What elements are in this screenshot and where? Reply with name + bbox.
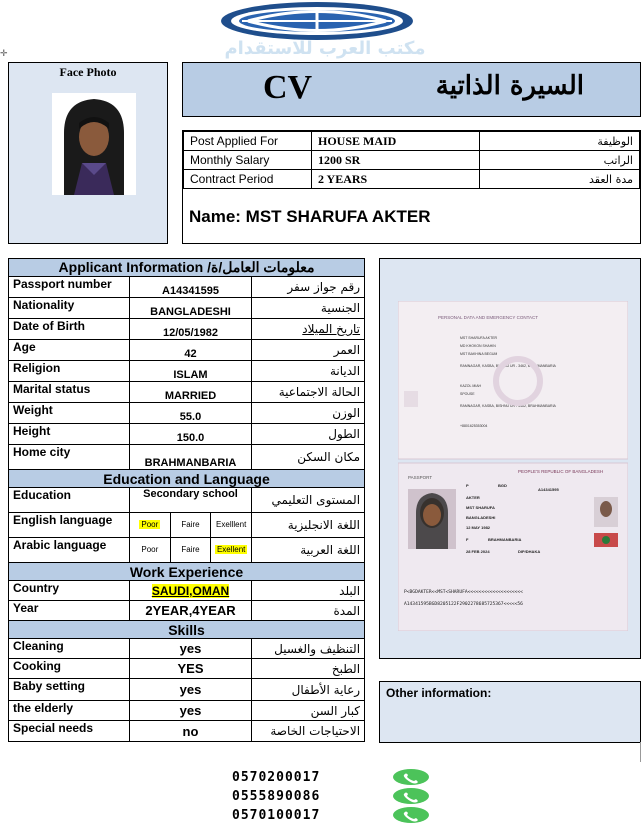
passport-number-label-ar: رقم جواز سفر [252, 277, 365, 298]
age-label: Age [9, 340, 130, 361]
arabic-level-poor: Poor [141, 545, 159, 554]
english-level-selector [130, 513, 252, 538]
scan-field: +8801625353004 [460, 424, 488, 428]
face-photo-panel [8, 62, 168, 244]
job-details-table [183, 131, 640, 189]
cleaning-value: yes [130, 639, 252, 659]
weight-value: 55.0 [130, 403, 252, 424]
table-row [9, 581, 365, 601]
arabic-language-label: Arabic language [9, 538, 130, 563]
contract-label: Contract Period [184, 170, 312, 189]
elderly-label: the elderly [9, 701, 130, 721]
whatsapp-icon[interactable] [392, 768, 430, 786]
contact-item[interactable] [232, 768, 452, 787]
scan-field: RAMNAGAR, KASBA, BISHNU UR - 3462, BRAHMANBARIA [460, 404, 556, 408]
english-level-poor: Poor [141, 520, 159, 529]
year-label-ar: المدة [252, 601, 365, 621]
religion-value: ISLAM [130, 361, 252, 382]
dob-label: Date of Birth [9, 319, 130, 340]
whatsapp-icon[interactable] [392, 806, 430, 824]
country-value: SAUDI,OMAN [151, 583, 230, 598]
other-information-panel [379, 681, 641, 743]
cleaning-label-ar: التنظيف والغسيل [252, 639, 365, 659]
scan-nationality: BANGLADESHI [466, 515, 496, 520]
special-needs-label-ar: الاحتياجات الخاصة [252, 721, 365, 742]
applicant-info-table [8, 258, 365, 742]
table-row [9, 538, 365, 563]
weight-label-ar: الوزن [252, 403, 365, 424]
baby-setting-value: yes [130, 679, 252, 701]
baby-setting-label-ar: رعاية الأطفال [252, 679, 365, 701]
section-header [9, 470, 365, 488]
table-row [9, 361, 365, 382]
scan-birth-date: 12 MAY 1982 [466, 525, 491, 530]
table-row [184, 151, 640, 170]
work-heading: Work Experience [9, 563, 365, 581]
country-label: Country [9, 581, 130, 601]
education-heading: Education and Language [9, 470, 365, 488]
scan-top-title: PERSONAL DATA AND EMERGENCY CONTACT [438, 315, 539, 320]
section-header [9, 563, 365, 581]
dob-label-ar: تاريخ الميلاد [252, 319, 365, 340]
section-header [9, 621, 365, 639]
country-value-cell [130, 581, 252, 601]
elderly-label-ar: كبار السن [252, 701, 365, 721]
section-header [9, 259, 365, 277]
dob-value: 12/05/1982 [130, 319, 252, 340]
marital-status-value: MARRIED [130, 382, 252, 403]
scan-sex: F [466, 537, 469, 542]
post-value: HOUSE MAID [312, 132, 480, 151]
table-row [9, 488, 365, 513]
table-row [184, 170, 640, 189]
salary-label-ar: الراتب [480, 151, 640, 170]
scan-country: PEOPLE'S REPUBLIC OF BANGLADESH [518, 469, 604, 474]
home-city-label-ar: مكان السكن [252, 445, 365, 470]
year-value: 2YEAR,4YEAR [130, 601, 252, 621]
arabic-level-excellent: Exellent [210, 538, 251, 562]
table-row [9, 659, 365, 679]
table-row [9, 701, 365, 721]
scan-field: MD KHOKON SHAHIN [460, 344, 496, 348]
salary-label: Monthly Salary [184, 151, 312, 170]
education-label: Education [9, 488, 130, 513]
table-row [9, 513, 365, 538]
phone-number[interactable]: 0570200017 [232, 770, 321, 785]
table-row [9, 277, 365, 298]
table-row [9, 340, 365, 361]
scan-field: RAMNAGAR, KASBA, BISHNU UR - 3462, BRAHMANBARIA [460, 364, 556, 368]
country-label-ar: البلد [252, 581, 365, 601]
scan-surname: AKTER [466, 495, 480, 500]
baby-setting-label: Baby setting [9, 679, 130, 701]
agency-logo [0, 0, 644, 60]
age-value: 42 [130, 340, 252, 361]
nationality-label-ar: الجنسية [252, 298, 365, 319]
nationality-label: Nationality [9, 298, 130, 319]
nationality-value: BANGLADESHI [130, 298, 252, 319]
cv-title-ar: السيرة الذاتية [435, 71, 584, 101]
english-language-label-ar: اللغة الانجليزية [252, 513, 365, 538]
cooking-label: Cooking [9, 659, 130, 679]
scan-authority: DIP/DHAKA [518, 549, 541, 554]
salary-value: 1200 SR [312, 151, 480, 170]
education-value: Secondary school [130, 488, 252, 513]
elderly-value: yes [130, 701, 252, 721]
weight-label: Weight [9, 403, 130, 424]
face-photo [52, 93, 136, 195]
scan-mrz-line-1: P<BGDAKTER<<MST<SHARUFA<<<<<<<<<<<<<<<<<<<< [404, 590, 523, 595]
height-label-ar: الطول [252, 424, 365, 445]
scan-field: KAZOL MIAH [460, 384, 482, 388]
scan-type: P [466, 483, 469, 488]
table-row [9, 721, 365, 742]
cv-title-en: CV [263, 69, 313, 106]
phone-number[interactable]: 0570100017 [232, 808, 321, 823]
table-row [184, 132, 640, 151]
job-details-panel [182, 130, 641, 244]
scan-issue-date: 28 FEB 2024 [466, 549, 490, 554]
passport-number-label: Passport number [9, 277, 130, 298]
table-row [9, 601, 365, 621]
religion-label: Religion [9, 361, 130, 382]
english-level-excellent: Exelllent [210, 513, 251, 537]
scan-code: BGD [498, 483, 507, 488]
scan-doc: PASSPORT [408, 475, 433, 480]
phone-number[interactable]: 0555890086 [232, 789, 321, 804]
contract-value: 2 YEARS [312, 170, 480, 189]
globe-logo-icon [218, 0, 416, 42]
cooking-value: YES [130, 659, 252, 679]
passport-number-value: A14341595 [130, 277, 252, 298]
special-needs-label: Special needs [9, 721, 130, 742]
table-move-icon: ✛ [0, 48, 8, 58]
skills-heading: Skills [9, 621, 365, 639]
scan-birth-place: BRAHMANBARIA [488, 537, 522, 542]
table-row [9, 424, 365, 445]
scan-field: MST BAKHINA BEGUM [460, 352, 498, 356]
age-label-ar: العمر [252, 340, 365, 361]
height-label: Height [9, 424, 130, 445]
cooking-label-ar: الطبخ [252, 659, 365, 679]
other-information-label: Other information: [386, 686, 492, 700]
year-label: Year [9, 601, 130, 621]
contract-label-ar: مدة العقد [480, 170, 640, 189]
special-needs-value: no [130, 721, 252, 742]
home-city-label: Home city [9, 445, 130, 470]
scan-number: A14341595 [538, 487, 559, 492]
passport-scan-image [398, 301, 628, 631]
scan-field: MST SHARUFA AKTER [460, 336, 498, 340]
face-photo-title: Face Photo [59, 65, 117, 79]
cv-title-bar [182, 62, 641, 117]
table-row [9, 403, 365, 424]
education-label-ar: المستوى التعليمي [252, 488, 365, 513]
contact-item[interactable] [232, 787, 452, 806]
page-edge-mark [640, 742, 644, 762]
table-row [9, 382, 365, 403]
english-level-faire: Faire [170, 513, 211, 537]
table-row [9, 639, 365, 659]
home-city-value: BRAHMANBARIA [130, 445, 252, 470]
post-label: Post Applied For [184, 132, 312, 151]
whatsapp-icon[interactable] [392, 787, 430, 805]
scan-given: MST SHARUFA [466, 505, 495, 510]
arabic-level-faire: Faire [170, 538, 211, 562]
table-row [9, 679, 365, 701]
height-value: 150.0 [130, 424, 252, 445]
passport-scan-panel [379, 258, 641, 659]
table-row [9, 445, 365, 470]
marital-status-label-ar: الحالة الاجتماعية [252, 382, 365, 403]
scan-field: SPOUSE [460, 392, 475, 396]
logo-text: مكتب العرب للاستقدام [224, 38, 426, 59]
arabic-language-label-ar: اللغة العربية [252, 538, 365, 563]
table-row [9, 298, 365, 319]
applicant-heading: Applicant Information /معلومات العامل/ة [9, 259, 365, 277]
table-row [9, 319, 365, 340]
candidate-name: Name: MST SHARUFA AKTER [189, 207, 431, 226]
contact-item[interactable] [232, 806, 452, 825]
arabic-level-selector [130, 538, 252, 563]
marital-status-label: Marital status [9, 382, 130, 403]
religion-label-ar: الديانة [252, 361, 365, 382]
cleaning-label: Cleaning [9, 639, 130, 659]
english-language-label: English language [9, 513, 130, 538]
contact-list [232, 768, 452, 825]
scan-mrz-line-2: A14341595BGD8205122F2902278685725367<<<<<56 [404, 602, 523, 607]
post-label-ar: الوظيفة [480, 132, 640, 151]
